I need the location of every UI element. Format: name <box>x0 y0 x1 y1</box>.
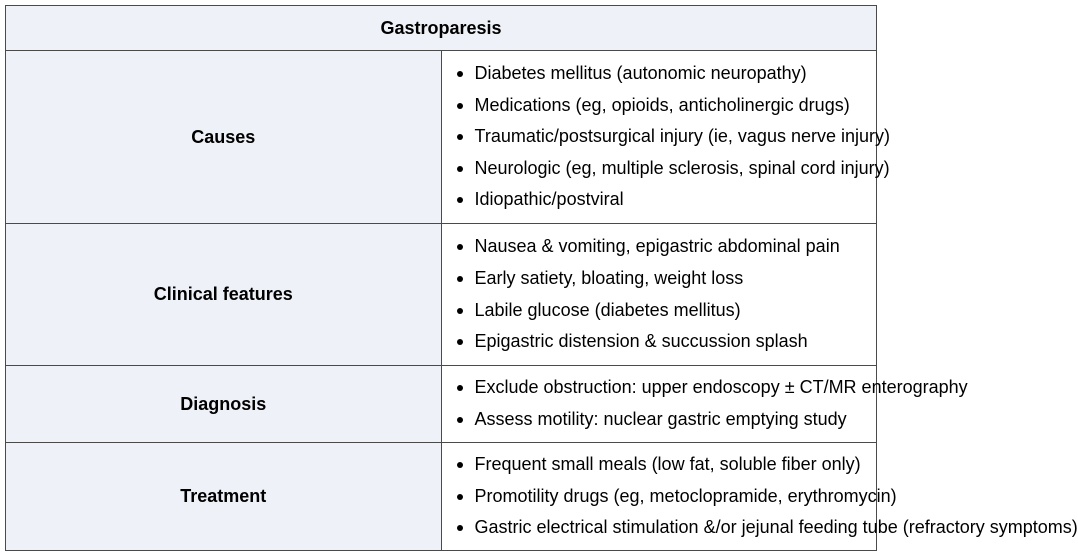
row-clinical-features <box>6 224 877 366</box>
row-content-diagnosis <box>441 366 968 443</box>
list-item: Assess motility: nuclear gastric emptying study <box>456 404 877 436</box>
list-item: Medications (eg, opioids, anticholinergic drugs) <box>456 90 877 122</box>
row-label-treatment: Treatment <box>6 443 442 551</box>
table-title: Gastroparesis <box>6 6 877 51</box>
row-label-causes: Causes <box>6 51 442 224</box>
causes-list <box>456 58 890 216</box>
treatment-list <box>456 449 1078 544</box>
row-label-clinical-features: Clinical features <box>6 224 442 366</box>
list-item: Frequent small meals (low fat, soluble fiber only) <box>456 449 877 481</box>
row-treatment <box>6 443 877 551</box>
list-item: Exclude obstruction: upper endoscopy ± CT/MR enterography <box>456 372 877 404</box>
row-content-clinical-features <box>441 224 877 366</box>
list-item: Gastric electrical stimulation &/or jejunal feeding tube (refractory symptoms) <box>456 512 877 544</box>
row-causes <box>6 51 877 224</box>
list-item: Idiopathic/postviral <box>456 184 877 216</box>
row-content-causes <box>441 51 890 224</box>
list-item: Promotility drugs (eg, metoclopramide, erythromycin) <box>456 481 877 513</box>
title-row <box>6 6 877 51</box>
row-diagnosis <box>6 366 877 443</box>
list-item: Early satiety, bloating, weight loss <box>456 263 877 295</box>
gastroparesis-table <box>5 5 1078 551</box>
list-item: Traumatic/postsurgical injury (ie, vagus nerve injury) <box>456 121 877 153</box>
list-item: Labile glucose (diabetes mellitus) <box>456 295 877 327</box>
row-label-diagnosis: Diagnosis <box>6 366 442 443</box>
gastroparesis-table-container <box>5 5 1078 551</box>
clinical-features-list <box>456 231 877 357</box>
row-content-treatment <box>441 443 1078 551</box>
list-item: Epigastric distension & succussion splash <box>456 326 877 358</box>
diagnosis-list <box>456 372 968 435</box>
list-item: Diabetes mellitus (autonomic neuropathy) <box>456 58 877 90</box>
list-item: Nausea & vomiting, epigastric abdominal pain <box>456 231 877 263</box>
list-item: Neurologic (eg, multiple sclerosis, spinal cord injury) <box>456 153 877 185</box>
